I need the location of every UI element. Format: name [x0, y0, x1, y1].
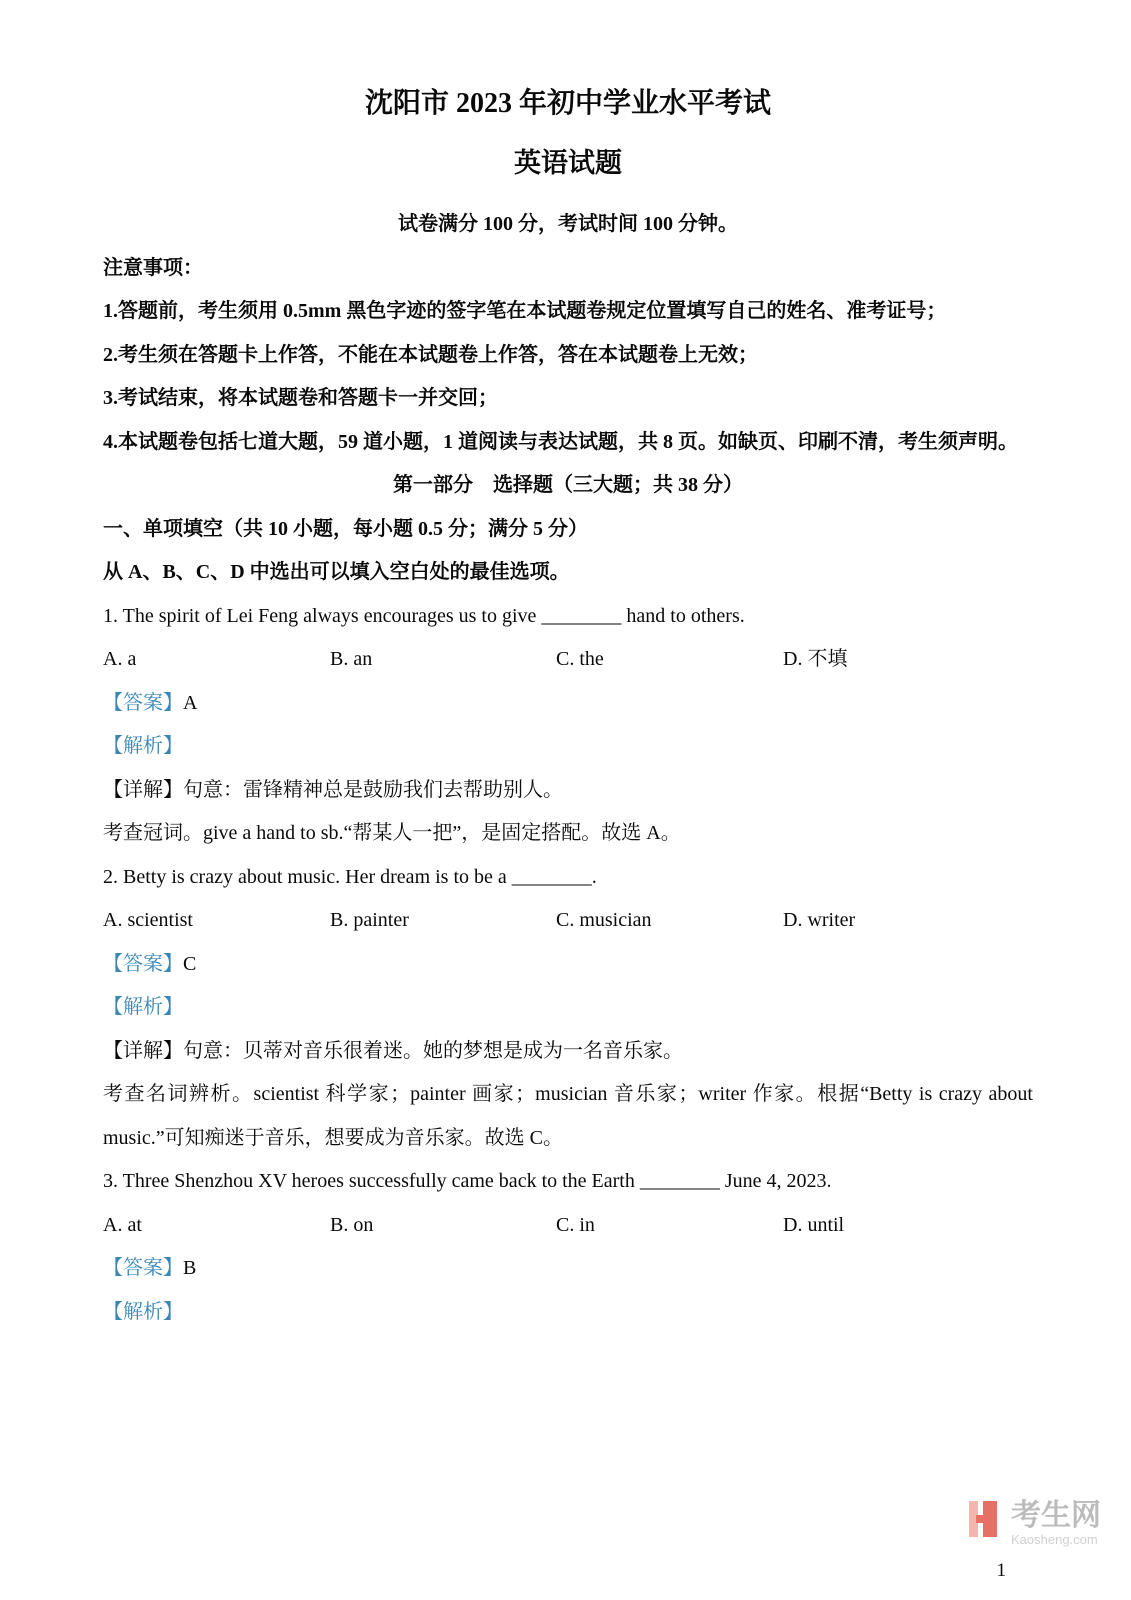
option-a: A. a — [103, 648, 137, 671]
answer-value: A — [183, 691, 198, 714]
question-options — [103, 1204, 1033, 1248]
option-a: A. scientist — [103, 909, 193, 932]
question-block-3 — [103, 1160, 1033, 1334]
exam-title: 沈阳市 2023 年初中学业水平考试 — [364, 88, 771, 119]
kaosheng-logo-icon — [967, 1501, 1003, 1537]
question-stem: 1. The spirit of Lei Feng always encourages us to give ________ hand to others. — [103, 604, 745, 627]
option-d: D. writer — [783, 909, 856, 932]
section-instructions: 从 A、B、C、D 中选出可以填入空白处的最佳选项。 — [103, 561, 570, 584]
notice-item-2: 2.考生须在答题卡上作答，不能在本试题卷上作答，答在本试题卷上无效； — [103, 343, 758, 366]
option-d: D. 不填 — [783, 648, 848, 671]
watermark-domain: Kaosheng.com — [1011, 1532, 1098, 1548]
question-stem: 3. Three Shenzhou XV heroes successfully came back to the Earth ________ June 4, 2023. — [103, 1170, 832, 1193]
option-c: C. the — [556, 648, 604, 671]
question-options — [103, 899, 1033, 943]
exam-info: 试卷满分 100 分，考试时间 100 分钟。 — [398, 213, 738, 236]
detail-line: 【详解】句意：雷锋精神总是鼓励我们去帮助别人。 — [103, 778, 563, 801]
option-b: B. on — [330, 1213, 374, 1236]
answer-label: 【答案】 — [103, 952, 183, 975]
option-b: B. an — [330, 648, 373, 671]
question-block-2 — [103, 856, 1033, 1161]
answer-line — [103, 943, 1033, 987]
answer-line — [103, 682, 1033, 726]
answer-value: C — [183, 952, 197, 975]
notice-item-4: 4.本试题卷包括七道大题，59 道小题，1 道阅读与表达试题，共 8 页。如缺页、印刷不清，考生须声明。 — [103, 430, 1018, 453]
exam-subtitle: 英语试题 — [514, 148, 622, 179]
question-stem: 2. Betty is crazy about music. Her dream is to be a ________. — [103, 865, 597, 888]
page-number: 1 — [996, 1560, 1006, 1581]
detail-line: 【详解】句意：贝蒂对音乐很着迷。她的梦想是成为一名音乐家。 — [103, 1039, 683, 1062]
option-c: C. in — [556, 1213, 595, 1236]
answer-label: 【答案】 — [103, 691, 183, 714]
part-title: 第一部分 选择题（三大题；共 38 分） — [393, 474, 743, 497]
detail-line: 考查冠词。give a hand to sb.“帮某人一把”，是固定搭配。故选 A。 — [103, 822, 681, 845]
question-block-1 — [103, 595, 1033, 856]
question-options — [103, 638, 1033, 682]
answer-label: 【答案】 — [103, 1257, 183, 1280]
option-d: D. until — [783, 1213, 845, 1236]
answer-line — [103, 1247, 1033, 1291]
detail-line: 考查名词辨析。scientist 科学家；painter 画家；musician 音乐家；writer 作家。根据“Betty is crazy about music.”可知痴迷于音乐，想要成为音乐家。故选 C。 — [103, 1083, 1033, 1149]
answer-value: B — [183, 1257, 197, 1280]
analysis-label: 【解析】 — [103, 1300, 183, 1323]
section-title: 一、单项填空（共 10 小题，每小题 0.5 分；满分 5 分） — [103, 517, 588, 540]
option-c: C. musician — [556, 909, 652, 932]
notice-item-1: 1.答题前，考生须用 0.5mm 黑色字迹的签字笔在本试题卷规定位置填写自己的姓名、准考证号； — [103, 300, 947, 323]
site-watermark — [967, 1499, 1101, 1548]
notice-item-3: 3.考试结束，将本试题卷和答题卡一并交回； — [103, 387, 498, 410]
analysis-label: 【解析】 — [103, 735, 183, 758]
watermark-name: 考生网 — [1011, 1499, 1101, 1533]
watermark-text — [1011, 1499, 1101, 1548]
option-b: B. painter — [330, 909, 409, 932]
notice-title: 注意事项： — [103, 256, 203, 279]
option-a: A. at — [103, 1213, 142, 1236]
analysis-label: 【解析】 — [103, 996, 183, 1019]
